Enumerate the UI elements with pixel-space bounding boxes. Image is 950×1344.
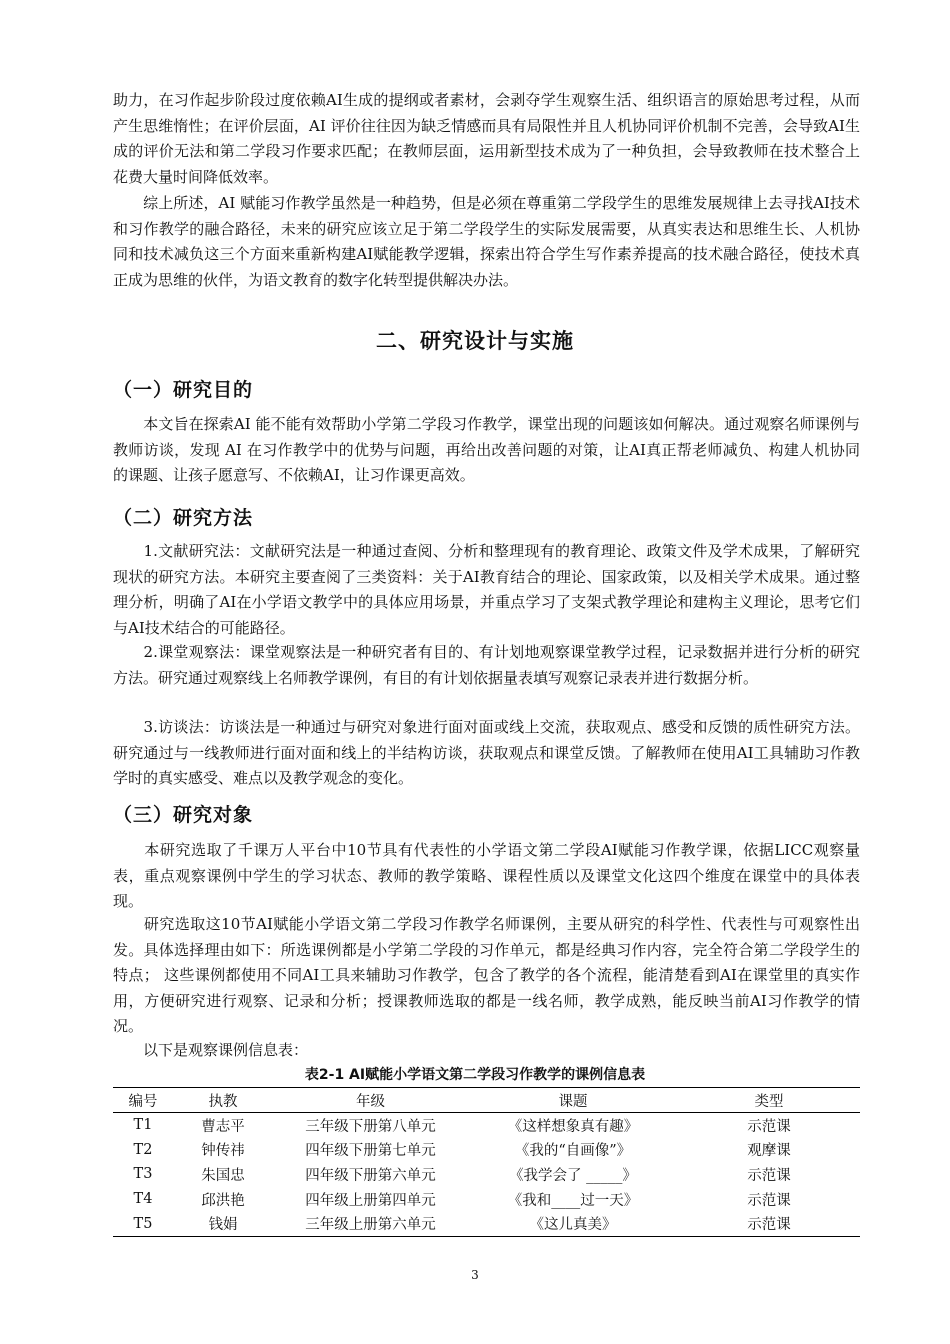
header-id: 编号 <box>113 1088 173 1113</box>
table-row <box>113 1138 860 1163</box>
subheading-subjects: （三）研究对象 <box>113 804 254 826</box>
header-teacher: 执教 <box>173 1088 273 1113</box>
paragraph-selection-reasons: 研究选取这10节AI赋能小学语文第二学段习作教学名师课例，主要从研究的科学性、代表性与可观察性出发。具体选择理由如下：所选课例都是小学第二学段的习作单元，都是经典习作内容，完全符合第二学段学生的特点； 这些课例都使用不同AI工具来辅助习作教学，包含了教学的各个流程，能清楚看到AI在课堂里的真实作用，方便研究进行观察、记录和分析；授课教师选取的都是一线名师，教学成熟，能反映当前AI习作教学的情况。 <box>113 915 860 1035</box>
header-type: 类型 <box>678 1088 860 1113</box>
cell-topic: 《我的“自画像”》 <box>514 1143 632 1160</box>
cell-topic: 《我和____过一天》 <box>507 1192 639 1209</box>
cell-type: 示范课 <box>747 1118 791 1135</box>
page-number: 3 <box>471 1268 479 1282</box>
table-row <box>113 1113 860 1138</box>
cell-topic: 《我学会了 _____》 <box>509 1167 637 1184</box>
section-heading: 二、研究设计与实施 <box>376 329 574 353</box>
subheading-methods: （二）研究方法 <box>113 507 254 529</box>
cell-teacher: 钱娟 <box>208 1217 238 1234</box>
paragraph-subjects: 本研究选取了千课万人平台中10节具有代表性的小学语文第二学段AI赋能习作教学课，依据LICC观察量表，重点观察课例中学生的学习状态、教师的教学策略、课程性质以及课堂文化这四个维度在课堂中的具体表现。 <box>113 841 860 910</box>
paragraph-table-intro: 以下是观察课例信息表： <box>113 1041 309 1059</box>
cell-grade: 三年级下册第八单元 <box>305 1118 436 1135</box>
paragraph-method-observation: 2.课堂观察法：课堂观察法是一种研究者有目的、有计划地观察课堂教学过程，记录数据并进行分析的研究方法。研究通过观察线上名师教学课例，有目的有计划依据量表填写观察记录表并进行数据分析。 <box>113 643 860 687</box>
cell-teacher: 邱洪艳 <box>201 1192 245 1209</box>
table-caption: 表2-1 AI赋能小学语文第二学段习作教学的课例信息表 <box>304 1067 646 1083</box>
table-header-row <box>113 1088 860 1113</box>
cell-id: T1 <box>133 1117 153 1134</box>
cell-teacher: 钟传祎 <box>201 1143 245 1160</box>
cell-grade: 三年级上册第六单元 <box>305 1217 436 1234</box>
table-row <box>113 1211 860 1236</box>
cell-teacher: 曹志平 <box>201 1118 245 1135</box>
cell-type: 观摩课 <box>747 1143 791 1160</box>
table-row <box>113 1187 860 1212</box>
paragraph-purpose: 本文旨在探索AI 能不能有效帮助小学第二学段习作教学，课堂出现的问题该如何解决。通过观察名师课例与教师访谈，发现 AI 在习作教学中的优势与问题，再给出改善问题的对策，让AI真正帮老师减负、构建人机协同的课题、让孩子愿意写、不依赖AI，让习作课更高效。 <box>113 415 860 484</box>
cell-id: T5 <box>133 1215 153 1232</box>
header-grade: 年级 <box>273 1088 468 1113</box>
subheading-purpose: （一）研究目的 <box>113 379 254 401</box>
cell-teacher: 朱国忠 <box>201 1167 245 1184</box>
lesson-info-table <box>113 1087 860 1237</box>
cell-grade: 四年级上册第四单元 <box>305 1192 436 1209</box>
cell-grade: 四年级下册第六单元 <box>305 1167 436 1184</box>
cell-topic: 《这儿真美》 <box>529 1217 617 1234</box>
cell-topic: 《这样想象真有趣》 <box>507 1118 639 1135</box>
cell-id: T4 <box>133 1191 153 1208</box>
header-topic: 课题 <box>468 1088 678 1113</box>
paragraph-method-interview: 3.访谈法：访谈法是一种通过与研究对象进行面对面或线上交流，获取观点、感受和反馈的质性研究方法。研究通过与一线教师进行面对面和线上的半结构访谈，获取观点和课堂反馈。了解教师在使用AI工具辅助习作教学时的真实感受、难点以及教学观念的变化。 <box>113 718 860 787</box>
cell-type: 示范课 <box>747 1192 791 1209</box>
cell-type: 示范课 <box>747 1167 791 1184</box>
cell-id: T2 <box>133 1141 153 1158</box>
paragraph-ai-drawbacks: 助力，在习作起步阶段过度依赖AI生成的提纲或者素材，会剥夺学生观察生活、组织语言的原始思考过程，从而产生思维惰性；在评价层面，AI 评价往往因为缺乏情感而具有局限性并且人机协同评价机制不完善，会导致AI生成的评价无法和第二学段习作要求匹配；在教师层面，运用新型技术成为了一种负担，会导致教师在技术整合上花费大量时间降低效率。 <box>113 91 860 186</box>
cell-grade: 四年级下册第七单元 <box>305 1143 436 1160</box>
cell-id: T3 <box>133 1166 153 1183</box>
paragraph-method-literature: 1.文献研究法：文献研究法是一种通过查阅、分析和整理现有的教育理论、政策文件及学术成果，了解研究现状的研究方法。本研究主要查阅了三类资料：关于AI教育结合的理论、国家政策，以及相关学术成果。通过整理分析，明确了AI在小学语文教学中的具体应用场景，并重点学习了支架式教学理论和建构主义理论，思考它们与AI技术结合的可能路径。 <box>113 542 860 637</box>
table-row <box>113 1162 860 1187</box>
paragraph-summary: 综上所述，AI 赋能习作教学虽然是一种趋势，但是必须在尊重第二学段学生的思维发展规律上去寻找AI技术和习作教学的融合路径，未来的研究应该立足于第二学段学生的实际发展需要，从真实表达和思维生长、人机协同和技术减负这三个方面来重新构建AI赋能教学逻辑，探索出符合学生写作素养提高的技术融合路径，使技术真正成为思维的伙伴，为语文教育的数字化转型提供解决办法。 <box>113 194 860 289</box>
cell-type: 示范课 <box>747 1217 791 1234</box>
